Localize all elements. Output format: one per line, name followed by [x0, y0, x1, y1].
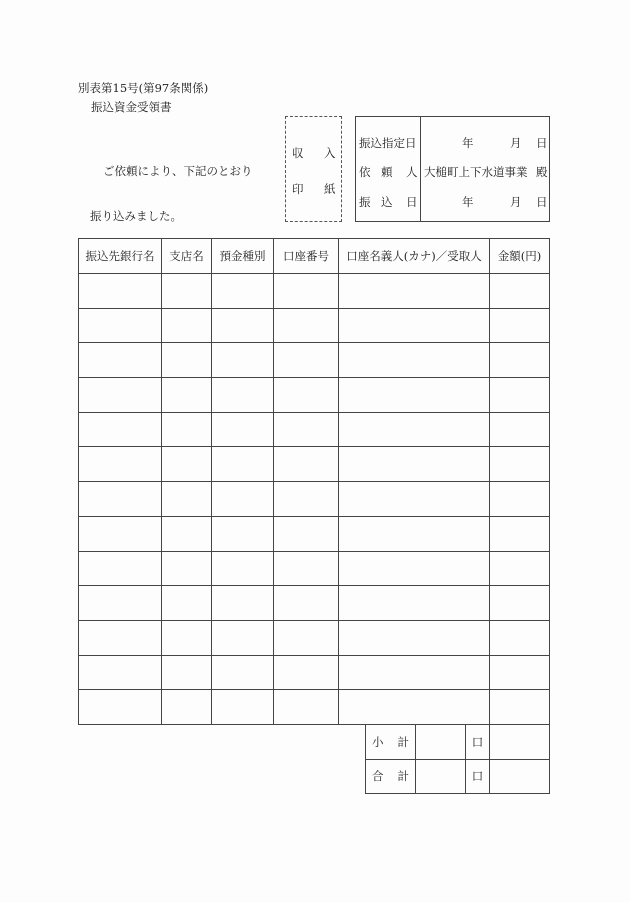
header-branch-name: 支店名	[162, 239, 212, 274]
table-cell[interactable]	[79, 343, 162, 378]
honorific: 殿	[536, 165, 548, 179]
table-cell[interactable]	[162, 482, 212, 517]
table-row	[79, 690, 550, 725]
subtotal-row	[366, 725, 550, 760]
body-text-line1: ご依頼により、下記のとおり	[103, 164, 253, 178]
table-cell[interactable]	[339, 482, 490, 517]
stamp-char: 印	[292, 182, 304, 196]
transfer-date-label: 日	[406, 195, 418, 209]
table-row	[79, 378, 550, 413]
stamp-char: 紙	[324, 182, 336, 196]
date-unit-day: 日	[536, 136, 548, 150]
table-cell[interactable]	[274, 655, 339, 690]
table-cell[interactable]	[162, 412, 212, 447]
table-cell[interactable]	[339, 655, 490, 690]
table-row	[79, 655, 550, 690]
transfer-table	[78, 238, 550, 725]
date-unit-month: 月	[510, 195, 522, 209]
table-cell[interactable]	[212, 343, 274, 378]
table-cell[interactable]	[162, 551, 212, 586]
table-cell[interactable]	[274, 482, 339, 517]
table-cell[interactable]	[162, 378, 212, 413]
table-cell[interactable]	[490, 620, 550, 655]
table-cell[interactable]	[212, 447, 274, 482]
body-text-line2: 振り込みました。	[90, 209, 182, 223]
form-title: 振込資金受領書	[91, 100, 172, 114]
table-cell[interactable]	[339, 274, 490, 309]
table-row	[79, 551, 550, 586]
subtotal-count-cell[interactable]	[416, 725, 466, 760]
table-cell[interactable]	[162, 447, 212, 482]
date-unit-month: 月	[510, 136, 522, 150]
table-cell[interactable]	[339, 620, 490, 655]
table-cell[interactable]	[162, 516, 212, 551]
form-number: 別表第15号(第97条関係)	[78, 81, 209, 95]
total-amount-cell[interactable]	[490, 759, 550, 794]
table-cell[interactable]	[162, 655, 212, 690]
transfer-date-label: 振	[359, 195, 371, 209]
total-count-cell[interactable]	[416, 759, 466, 794]
table-row	[79, 274, 550, 309]
table-cell[interactable]	[79, 274, 162, 309]
table-cell[interactable]	[162, 620, 212, 655]
table-cell[interactable]	[212, 378, 274, 413]
table-cell[interactable]	[339, 378, 490, 413]
table-row	[79, 516, 550, 551]
table-row	[79, 343, 550, 378]
divider	[420, 117, 421, 221]
table-cell[interactable]	[212, 551, 274, 586]
subtotal-label: 小 計	[366, 725, 416, 760]
total-row	[366, 759, 550, 794]
table-cell[interactable]	[79, 482, 162, 517]
transfer-date-label: 込	[381, 195, 393, 209]
table-cell[interactable]	[339, 308, 490, 343]
table-cell[interactable]	[162, 274, 212, 309]
table-cell[interactable]	[490, 482, 550, 517]
table-cell[interactable]	[339, 412, 490, 447]
requester-label: 依	[359, 165, 371, 179]
table-cell[interactable]	[490, 655, 550, 690]
table-cell[interactable]	[490, 516, 550, 551]
table-row	[79, 412, 550, 447]
table-cell[interactable]	[339, 447, 490, 482]
table-cell[interactable]	[490, 343, 550, 378]
revenue-stamp-box	[285, 116, 342, 222]
table-cell[interactable]	[79, 655, 162, 690]
table-cell[interactable]	[212, 482, 274, 517]
table-header-row	[79, 239, 550, 274]
table-cell[interactable]	[490, 586, 550, 621]
table-cell[interactable]	[79, 586, 162, 621]
subtotal-unit: 口	[466, 725, 490, 760]
table-cell[interactable]	[274, 690, 339, 725]
table-cell[interactable]	[79, 551, 162, 586]
table-cell[interactable]	[490, 274, 550, 309]
header-bank-name: 振込先銀行名	[79, 239, 162, 274]
table-cell[interactable]	[79, 308, 162, 343]
table-cell[interactable]	[162, 586, 212, 621]
table-cell[interactable]	[212, 308, 274, 343]
table-cell[interactable]	[490, 447, 550, 482]
requester-label: 頼	[381, 165, 393, 179]
table-cell[interactable]	[162, 308, 212, 343]
table-cell[interactable]	[162, 690, 212, 725]
table-cell[interactable]	[274, 412, 339, 447]
table-cell[interactable]	[212, 586, 274, 621]
table-cell[interactable]	[274, 308, 339, 343]
table-cell[interactable]	[339, 343, 490, 378]
table-cell[interactable]	[274, 447, 339, 482]
table-cell[interactable]	[274, 274, 339, 309]
table-cell[interactable]	[339, 516, 490, 551]
table-cell[interactable]	[79, 690, 162, 725]
date-unit-year: 年	[462, 136, 474, 150]
table-cell[interactable]	[212, 412, 274, 447]
table-cell[interactable]	[339, 551, 490, 586]
total-unit: 口	[466, 759, 490, 794]
table-row	[79, 447, 550, 482]
table-cell[interactable]	[490, 412, 550, 447]
table-cell[interactable]	[490, 308, 550, 343]
table-cell[interactable]	[490, 690, 550, 725]
header-amount: 金額(円)	[490, 239, 550, 274]
table-row	[79, 308, 550, 343]
table-row	[79, 620, 550, 655]
subtotal-amount-cell[interactable]	[490, 725, 550, 760]
table-cell[interactable]	[79, 447, 162, 482]
requester-value: 大槌町上下水道事業	[424, 165, 528, 179]
table-cell[interactable]	[79, 516, 162, 551]
header-account-holder: 口座名義人(カナ)／受取人	[339, 239, 490, 274]
totals-table	[365, 724, 550, 794]
table-cell[interactable]	[274, 551, 339, 586]
header-deposit-type: 預金種別	[212, 239, 274, 274]
table-cell[interactable]	[212, 690, 274, 725]
table-cell[interactable]	[339, 690, 490, 725]
total-label: 合 計	[366, 759, 416, 794]
designated-date-label: 振込指定日	[359, 136, 417, 150]
table-cell[interactable]	[274, 378, 339, 413]
table-cell[interactable]	[274, 620, 339, 655]
date-unit-year: 年	[462, 195, 474, 209]
stamp-char: 入	[324, 146, 336, 160]
table-cell[interactable]	[79, 378, 162, 413]
table-cell[interactable]	[79, 412, 162, 447]
table-cell[interactable]	[490, 551, 550, 586]
table-cell[interactable]	[212, 274, 274, 309]
table-cell[interactable]	[162, 343, 212, 378]
date-unit-day: 日	[536, 195, 548, 209]
requester-label: 人	[406, 165, 418, 179]
table-row	[79, 586, 550, 621]
table-cell[interactable]	[212, 620, 274, 655]
transfer-info-box	[355, 116, 550, 222]
table-cell[interactable]	[274, 516, 339, 551]
table-cell[interactable]	[212, 655, 274, 690]
table-cell[interactable]	[339, 586, 490, 621]
table-cell[interactable]	[490, 378, 550, 413]
table-cell[interactable]	[274, 586, 339, 621]
table-cell[interactable]	[79, 620, 162, 655]
stamp-char: 収	[292, 146, 304, 160]
table-cell[interactable]	[212, 516, 274, 551]
table-row	[79, 482, 550, 517]
header-account-number: 口座番号	[274, 239, 339, 274]
table-cell[interactable]	[274, 343, 339, 378]
